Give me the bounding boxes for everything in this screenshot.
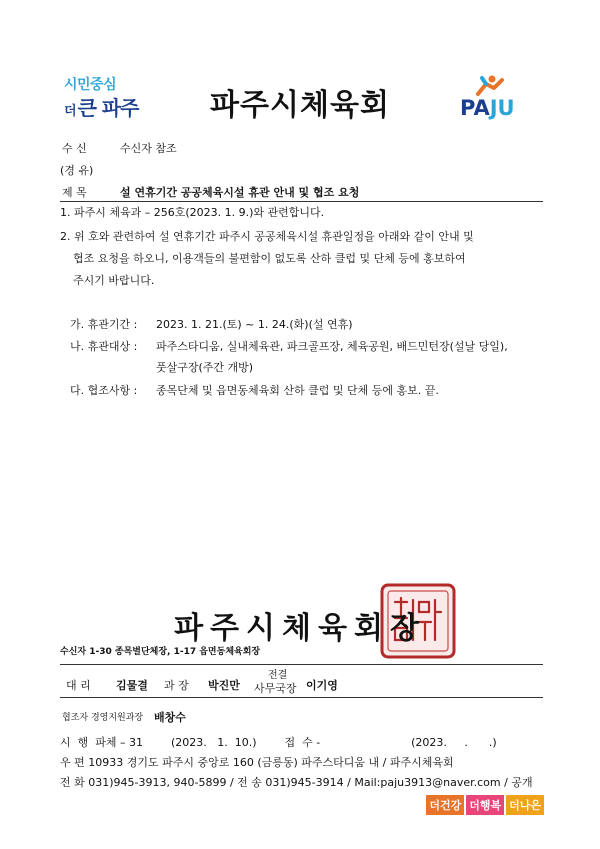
closure-target-value-1: 파주스타디움, 실내체육관, 파크골프장, 체육공원, 배드민턴장(설날 당일), [156,340,508,353]
jeongyeol-mark: 전결 [268,670,288,681]
body-item-2-line3: 주시기 바랍니다. [73,274,155,287]
gwajang-label: 과 장 [164,679,189,692]
approval-bottom-divider [60,697,543,698]
cooperation-value: 종목단체 및 읍면동체육회 산하 클럽 및 단체 등에 홍보. 끝. [156,384,439,397]
distribution-list: 수신자 1-30 종목별단체장, 1-17 읍면동체육회장 [60,647,261,657]
paju-brand-logo [460,74,550,122]
subject-label: 제 목 [62,186,87,199]
closure-period-value: 2023. 1. 21.(토) ~ 1. 24.(화)(설 연휴) [156,318,353,331]
cooperator-label: 협조자 경영지원과장 [62,713,144,723]
recipient-value: 수신자 참조 [120,142,177,155]
closure-target-value-2: 풋살구장(주간 개방) [156,361,254,374]
daeri-name: 김물결 [116,679,148,692]
via-label: (경 유) [60,164,94,177]
closure-period-label: 가. 휴관기간 : [70,318,138,331]
closure-target-label: 나. 휴관대상 : [70,340,138,353]
address-line: 우 편 10933 경기도 파주시 중앙로 160 (금릉동) 파주스타디움 내 / 파주시체육회 [60,756,454,769]
slogan-badges [426,795,544,815]
badge-happiness: 더행복 [466,795,504,815]
logo-slogan-main: 큰 파주 [77,96,139,120]
paju-wordmark: PAJU [460,96,515,120]
paju-figure-icon [470,74,510,98]
body-item-1: 1. 파주시 체육과 – 256호(2023. 1. 9.)와 관련합니다. [60,206,325,219]
contact-line: 전 화 031)945-3913, 940-5899 / 전 송 031)945-3914 / Mail:paju3913@naver.com / 공개 [60,776,533,789]
logo-slogan-prefix: 더 [64,104,76,119]
logo-slogan-text: 시민중심 [64,77,117,93]
samuguk-name: 이기영 [306,679,338,692]
approval-top-divider [60,664,543,665]
badge-health: 더건강 [426,795,464,815]
body-item-2-line2: 협조 요청을 하오니, 이용객들의 불편함이 없도록 산하 클럽 및 단체 등에 홍보하여 [73,252,466,265]
body-item-2-line1: 2. 위 호와 관련하여 설 연휴기간 파주시 공공체육시설 휴관일정을 아래와 같이 안내 및 [60,230,474,243]
cooperator-name: 배창수 [154,711,186,724]
enforcement-line: 시 행 파체 – 31 (2023. 1. 10.) 접 수 - (2023. . .) [60,736,497,749]
badge-better: 더나은 [506,795,544,815]
daeri-label: 대 리 [66,679,91,692]
recipient-label: 수 신 [62,142,87,155]
samuguk-label: 사무국장 [254,682,297,695]
cooperation-label: 다. 협조사항 : [70,384,138,397]
document-title: 파주시체육회 [210,88,390,123]
gwajang-name: 박진만 [208,679,240,692]
subject-value: 설 연휴기간 공공체육시설 휴관 안내 및 협조 요청 [120,186,360,199]
sender-name: 파주시체육회장 [174,611,426,646]
